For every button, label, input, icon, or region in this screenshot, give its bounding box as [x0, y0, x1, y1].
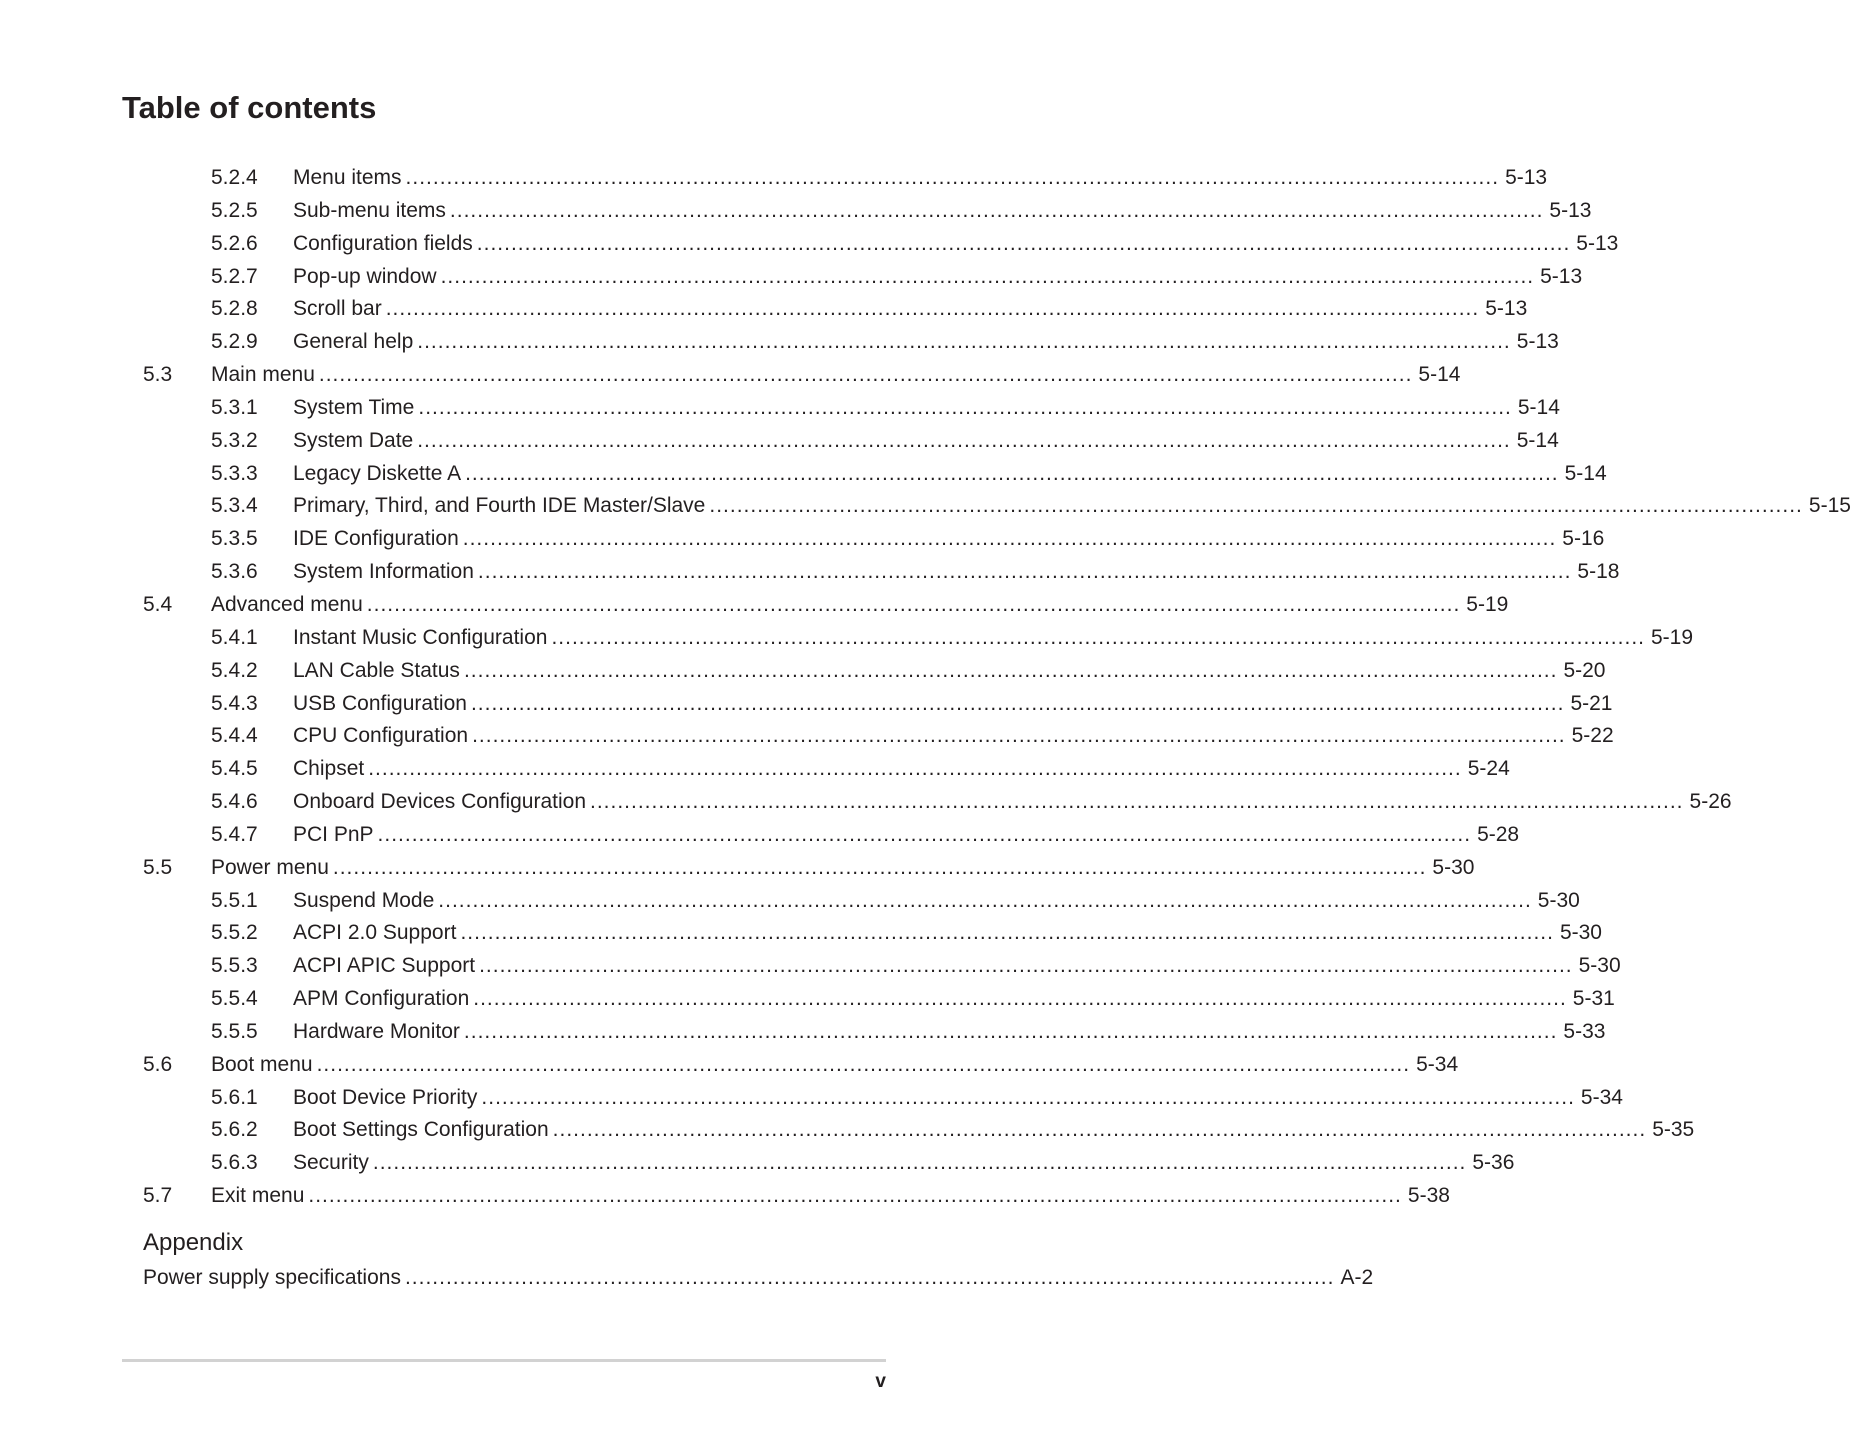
toc-entry-leader [293, 819, 1520, 852]
toc-entry-page: 5-22 [1571, 724, 1614, 748]
toc-entry-number: 5.5 [143, 855, 173, 879]
dot-leader: ................................................................................................................................................................ [377, 822, 1472, 846]
toc-entry-number: 5.5.3 [211, 954, 258, 978]
toc-entry-leader [293, 950, 1621, 983]
toc-entry-page: 5-16 [1562, 527, 1605, 551]
toc-entry[interactable] [0, 523, 1605, 556]
toc-entry-page: 5-26 [1689, 790, 1732, 814]
toc-entry-title: Exit menu [211, 1180, 308, 1213]
dot-leader: ................................................................................................................................................................ [366, 592, 1461, 616]
toc-entry-leader [293, 655, 1606, 688]
dot-leader: ................................................................................................................................................................ [316, 1052, 1411, 1076]
toc-entry-number: 5.3.3 [211, 461, 258, 485]
toc-entry[interactable] [0, 195, 1592, 228]
dot-leader: ................................................................................................................................................................ [440, 264, 1535, 288]
toc-entry-title: APM Configuration [293, 983, 473, 1016]
toc-entry-leader [211, 852, 1475, 885]
toc-entry[interactable] [0, 359, 1461, 392]
toc-entry-title: Advanced menu [211, 589, 367, 622]
toc-entry[interactable] [0, 688, 1613, 721]
toc-entry-number: 5.5.1 [211, 888, 258, 912]
toc-entry-appendix[interactable] [143, 1261, 1374, 1294]
toc-entry-title: Security [293, 1147, 373, 1180]
dot-leader: ................................................................................................................................................................ [417, 428, 1511, 452]
toc-entry-number: 5.2.6 [211, 231, 258, 255]
toc-entry-page: 5-19 [1466, 592, 1509, 616]
toc-entry-leader [293, 1082, 1623, 1115]
toc-entry[interactable] [0, 786, 1732, 819]
toc-entry-title: Menu items [293, 162, 406, 195]
dot-leader: ................................................................................................................................................................ [465, 461, 1559, 485]
toc-entry-title: Boot Device Priority [293, 1082, 481, 1115]
toc-entry-leader [293, 556, 1620, 589]
toc-entry-number: 5.7 [143, 1184, 173, 1208]
toc-entry-leader [293, 458, 1607, 491]
toc-entry-number: 5.4.5 [211, 757, 258, 781]
toc-entry-title: Scroll bar [293, 293, 386, 326]
dot-leader: ................................................................................................................................................................ [472, 724, 1566, 748]
toc-entry-number: 5.6.3 [211, 1151, 258, 1175]
toc-entry-page: 5-36 [1472, 1151, 1515, 1175]
footer-divider [122, 1359, 886, 1362]
toc-entry-page: 5-30 [1559, 921, 1602, 945]
toc-entry[interactable] [0, 490, 1851, 523]
toc-entry-number: 5.6.1 [211, 1085, 258, 1109]
toc-entry-number: 5.2.9 [211, 330, 258, 354]
toc-entry-title: Sub-menu items [293, 195, 450, 228]
toc-entry[interactable] [0, 1016, 1606, 1049]
toc-entry-leader [293, 885, 1580, 918]
toc-entry-leader [293, 425, 1559, 458]
toc-entry-number: 5.4.3 [211, 691, 258, 715]
toc-entry-title: ACPI 2.0 Support [293, 917, 460, 950]
toc-entry-title: Power supply specifications [143, 1266, 401, 1289]
toc-entry-page: 5-35 [1652, 1118, 1695, 1142]
dot-leader: ................................................................................................................................................................ [462, 527, 1557, 551]
dot-leader: ........................................................................................................................................ [404, 1266, 1335, 1289]
toc-entry-page: 5-28 [1477, 822, 1520, 846]
toc-entry-page: 5-30 [1432, 855, 1475, 879]
toc-entry-title: Main menu [211, 359, 319, 392]
toc-entry[interactable] [0, 720, 1614, 753]
toc-entry-number: 5.5.5 [211, 1019, 258, 1043]
toc-entry-number: 5.6 [143, 1052, 173, 1076]
toc-entry-page: 5-14 [1564, 461, 1607, 485]
toc-list [0, 162, 1851, 1213]
toc-entry-title: General help [293, 326, 417, 359]
toc-entry[interactable] [0, 1114, 1695, 1147]
dot-leader: ................................................................................................................................................................ [590, 790, 1684, 814]
toc-entry-page: 5-13 [1540, 264, 1583, 288]
toc-entry-leader [293, 293, 1528, 326]
appendix-heading: Appendix [143, 1229, 244, 1256]
toc-entry-leader [211, 359, 1461, 392]
toc-entry-title: Primary, Third, and Fourth IDE Master/Slave [293, 490, 709, 523]
toc-entry-leader [211, 589, 1509, 622]
toc-entry[interactable] [0, 917, 1602, 950]
toc-entry-leader [293, 1114, 1695, 1147]
toc-entry[interactable] [0, 983, 1615, 1016]
toc-entry-page: 5-18 [1577, 560, 1620, 584]
toc-entry[interactable] [0, 162, 1548, 195]
toc-entry-title: System Date [293, 425, 417, 458]
toc-entry[interactable] [0, 261, 1583, 294]
dot-leader: ................................................................................................................................................................ [438, 888, 1532, 912]
toc-entry-page: 5-19 [1650, 625, 1694, 649]
toc-entry-leader [293, 195, 1592, 228]
toc-entry[interactable] [0, 753, 1510, 786]
toc-entry-title: Power menu [211, 852, 333, 885]
toc-entry-number: 5.4 [143, 592, 173, 616]
toc-entry-number: 5.2.7 [211, 264, 258, 288]
dot-leader: ................................................................................................................................................................ [463, 658, 1558, 682]
toc-entry-page: 5-14 [1517, 395, 1560, 419]
toc-entry-page: 5-20 [1563, 658, 1606, 682]
toc-entry-page: 5-33 [1563, 1019, 1606, 1043]
dot-leader: ................................................................................................................................................................ [481, 1085, 1575, 1109]
toc-entry-leader [293, 983, 1615, 1016]
toc-entry-title: Suspend Mode [293, 885, 438, 918]
toc-entry-number: 5.3.2 [211, 428, 258, 452]
dot-leader: ................................................................................................................................................................ [385, 297, 1480, 321]
toc-entry-title: Configuration fields [293, 228, 477, 261]
page-number: v [875, 1371, 886, 1392]
dot-leader: ................................................................................................................................................................ [552, 1118, 1647, 1142]
toc-entry-leader [293, 523, 1605, 556]
toc-entry-page: 5-13 [1505, 166, 1548, 189]
toc-entry-leader [293, 720, 1614, 753]
toc-entry[interactable] [0, 1147, 1515, 1180]
toc-entry-title: System Time [293, 392, 418, 425]
toc-entry-title: Instant Music Configuration [293, 622, 551, 655]
dot-leader: ................................................................................................................................................................ [477, 560, 1572, 584]
toc-entry-page: 5-21 [1570, 691, 1613, 715]
toc-entry-number: 5.4.4 [211, 724, 258, 748]
toc-entry-leader [293, 1016, 1606, 1049]
toc-entry-page: 5-34 [1580, 1085, 1623, 1109]
dot-leader: ................................................................................................................................................................ [479, 954, 1573, 978]
toc-entry-page: 5-24 [1467, 757, 1510, 781]
toc-entry-number: 5.3 [143, 363, 173, 387]
toc-entry-leader [293, 1147, 1515, 1180]
toc-entry-title: Onboard Devices Configuration [293, 786, 590, 819]
toc-entry[interactable] [0, 819, 1520, 852]
toc-entry-leader [293, 786, 1732, 819]
toc-entry-page: 5-30 [1578, 954, 1621, 978]
toc-entry-leader [293, 622, 1694, 655]
dot-leader: ................................................................................................................................................................ [463, 1019, 1558, 1043]
toc-entry-leader [293, 162, 1548, 195]
toc-entry-title: Boot Settings Configuration [293, 1114, 553, 1147]
toc-entry-number: 5.3.5 [211, 527, 258, 551]
toc-entry-number: 5.3.4 [211, 494, 258, 518]
dot-leader: ................................................................................................................................................................ [473, 987, 1567, 1011]
toc-entry-number: 5.5.4 [211, 987, 258, 1011]
toc-entry-leader [293, 490, 1851, 523]
toc-entry[interactable] [0, 228, 1619, 261]
dot-leader: ................................................................................................................................................................ [476, 231, 1571, 255]
toc-entry-page: A-2 [1340, 1266, 1374, 1289]
toc-entry[interactable] [0, 589, 1509, 622]
toc-entry[interactable] [0, 950, 1621, 983]
dot-leader: ................................................................................................................................................................ [470, 691, 1565, 715]
toc-entry-page: 5-13 [1516, 330, 1559, 354]
toc-entry-page: 5-14 [1418, 363, 1461, 387]
dot-leader: ................................................................................................................................................................ [709, 494, 1803, 518]
toc-entry-page: 5-15 [1808, 494, 1851, 518]
toc-entry[interactable] [0, 885, 1580, 918]
toc-entry-page: 5-31 [1572, 987, 1615, 1011]
toc-entry[interactable] [0, 622, 1694, 655]
page-title: Table of contents [122, 90, 377, 125]
toc-entry[interactable] [0, 1049, 1459, 1082]
toc-entry-page: 5-38 [1407, 1184, 1450, 1208]
toc-entry[interactable] [0, 852, 1475, 885]
toc-entry[interactable] [0, 556, 1620, 589]
toc-entry-number: 5.2.8 [211, 297, 258, 321]
toc-entry-number: 5.4.1 [211, 625, 258, 649]
dot-leader: ................................................................................................................................................................ [318, 363, 1413, 387]
toc-entry-page: 5-34 [1416, 1052, 1459, 1076]
toc-entry[interactable] [0, 326, 1559, 359]
dot-leader: ................................................................................................................................................................ [372, 1151, 1467, 1175]
toc-entry[interactable] [0, 1082, 1623, 1115]
toc-entry-title: Boot menu [211, 1049, 317, 1082]
dot-leader: ................................................................................................................................................................ [368, 757, 1462, 781]
toc-entry[interactable] [0, 392, 1560, 425]
toc-entry-page: 5-30 [1537, 888, 1580, 912]
toc-entry-leader [293, 688, 1613, 721]
toc-entry-leader [293, 261, 1583, 294]
toc-entry-leader [211, 1049, 1459, 1082]
toc-entry-leader [293, 228, 1619, 261]
toc-entry-number: 5.2.5 [211, 198, 258, 222]
dot-leader: ................................................................................................................................................................ [418, 395, 1512, 419]
dot-leader: ................................................................................................................................................................ [460, 921, 1554, 945]
toc-entry-number: 5.3.1 [211, 395, 258, 419]
toc-entry[interactable] [0, 293, 1528, 326]
toc-entry-title: Hardware Monitor [293, 1016, 464, 1049]
dot-leader: ................................................................................................................................................................ [551, 625, 1645, 649]
toc-entry-title: LAN Cable Status [293, 655, 464, 688]
toc-entry-title: PCI PnP [293, 819, 378, 852]
toc-entry-page: 5-13 [1485, 297, 1528, 321]
toc-entry-number: 5.2.4 [211, 166, 258, 189]
toc-entry[interactable] [0, 1180, 1450, 1213]
dot-leader: ................................................................................................................................................................ [405, 166, 1500, 189]
toc-entry[interactable] [0, 458, 1607, 491]
toc-entry[interactable] [0, 655, 1606, 688]
toc-entry-title: Legacy Diskette A [293, 458, 465, 491]
toc-entry-leader [293, 753, 1510, 786]
toc-entry-page: 5-13 [1576, 231, 1619, 255]
toc-entry-title: IDE Configuration [293, 523, 463, 556]
toc-entry-page: 5-14 [1516, 428, 1559, 452]
dot-leader: ................................................................................................................................................................ [332, 855, 1427, 879]
toc-entry-number: 5.3.6 [211, 560, 258, 584]
toc-entry-page: 5-13 [1549, 198, 1592, 222]
toc-entry-title: Pop-up window [293, 261, 441, 294]
toc-entry-title: USB Configuration [293, 688, 471, 721]
dot-leader: ................................................................................................................................................................ [449, 198, 1544, 222]
toc-entry-number: 5.4.2 [211, 658, 258, 682]
toc-entry-leader [293, 326, 1559, 359]
toc-entry-title: System Information [293, 556, 478, 589]
toc-entry[interactable] [0, 425, 1559, 458]
toc-entry-number: 5.4.6 [211, 790, 258, 814]
dot-leader: ................................................................................................................................................................ [308, 1184, 1402, 1208]
toc-entry-title: CPU Configuration [293, 720, 472, 753]
toc-entry-leader [211, 1180, 1450, 1213]
dot-leader: ................................................................................................................................................................ [417, 330, 1511, 354]
toc-entry-leader [293, 917, 1602, 950]
toc-entry-number: 5.4.7 [211, 822, 258, 846]
toc-entry-number: 5.6.2 [211, 1118, 258, 1142]
toc-entry-leader [293, 392, 1560, 425]
toc-entry-number: 5.5.2 [211, 921, 258, 945]
toc-entry-title: Chipset [293, 753, 368, 786]
toc-entry-title: ACPI APIC Support [293, 950, 479, 983]
